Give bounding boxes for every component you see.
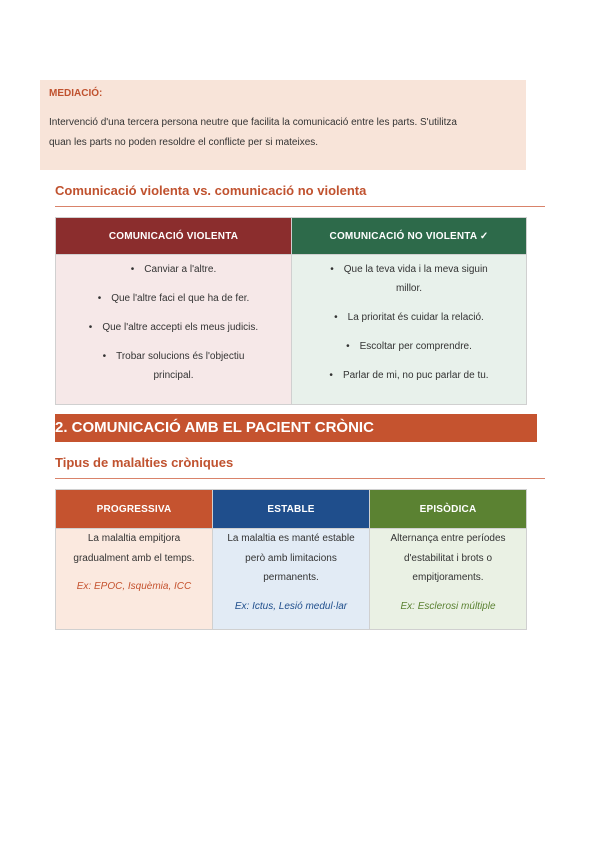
list-item: • Parlar de mi, no puc parlar de tu. <box>329 370 489 381</box>
no-violenta-cell <box>292 255 527 405</box>
violenta-list <box>62 260 285 385</box>
episodica-cell <box>370 529 527 630</box>
violenta-cell <box>56 255 292 405</box>
malalties-table <box>55 489 527 630</box>
episodica-description: Alternança entre períodes d'estabilitat i brots o empitjoraments. <box>390 533 506 583</box>
mediacio-text-line2: quan les parts no poden resoldre el conflicte per si mateixes. <box>49 137 319 148</box>
estable-example: Ex: Ictus, Lesió medul·lar <box>234 600 348 612</box>
episodica-example: Ex: Esclerosi múltiple <box>400 600 496 612</box>
estable-cell <box>213 529 370 630</box>
estable-description: La malaltia es manté estable però amb limitacions permanents. <box>227 533 355 583</box>
progressiva-header: PROGRESSIVA <box>56 490 213 529</box>
section-2-title: 2. COMUNICACIÓ AMB EL PACIENT CRÒNIC <box>55 414 537 442</box>
no-violenta-list <box>298 260 520 385</box>
comunicacio-subheading: Comunicació violenta vs. comunicació no violenta <box>55 183 367 198</box>
mediacio-text <box>49 113 517 153</box>
progressiva-example: Ex: EPOC, Isquèmia, ICC <box>76 581 192 592</box>
comunicacio-rule <box>55 206 545 207</box>
no-violenta-header: COMUNICACIÓ NO VIOLENTA ✓ <box>292 218 527 255</box>
list-item: • Que la teva vida i la meva siguin millor. <box>330 264 488 294</box>
malalties-subheading: Tipus de malalties cròniques <box>55 455 234 470</box>
progressiva-description: La malaltia empitjora gradualment amb el temps. <box>73 533 195 564</box>
mediacio-box <box>40 80 526 170</box>
progressiva-cell <box>56 529 213 630</box>
episodica-header: EPISÒDICA <box>370 490 527 529</box>
list-item: • Escoltar per comprendre. <box>346 341 472 352</box>
malalties-rule <box>55 478 545 479</box>
estable-header: ESTABLE <box>213 490 370 529</box>
list-item: • Que l'altre faci el que ha de fer. <box>97 293 250 304</box>
mediacio-title: MEDIACIÓ: <box>49 88 103 99</box>
list-item: • Trobar solucions és l'objectiu principal. <box>102 351 245 381</box>
violenta-header: COMUNICACIÓ VIOLENTA <box>56 218 292 255</box>
mediacio-text-line1: Intervenció d'una tercera persona neutre que facilita la comunicació entre les parts. S'utilitza <box>49 117 457 128</box>
list-item: • Que l'altre accepti els meus judicis. <box>88 322 259 333</box>
list-item: • La prioritat és cuidar la relació. <box>334 312 484 323</box>
list-item: • Canviar a l'altre. <box>130 264 217 275</box>
comunicacio-table <box>55 217 527 405</box>
